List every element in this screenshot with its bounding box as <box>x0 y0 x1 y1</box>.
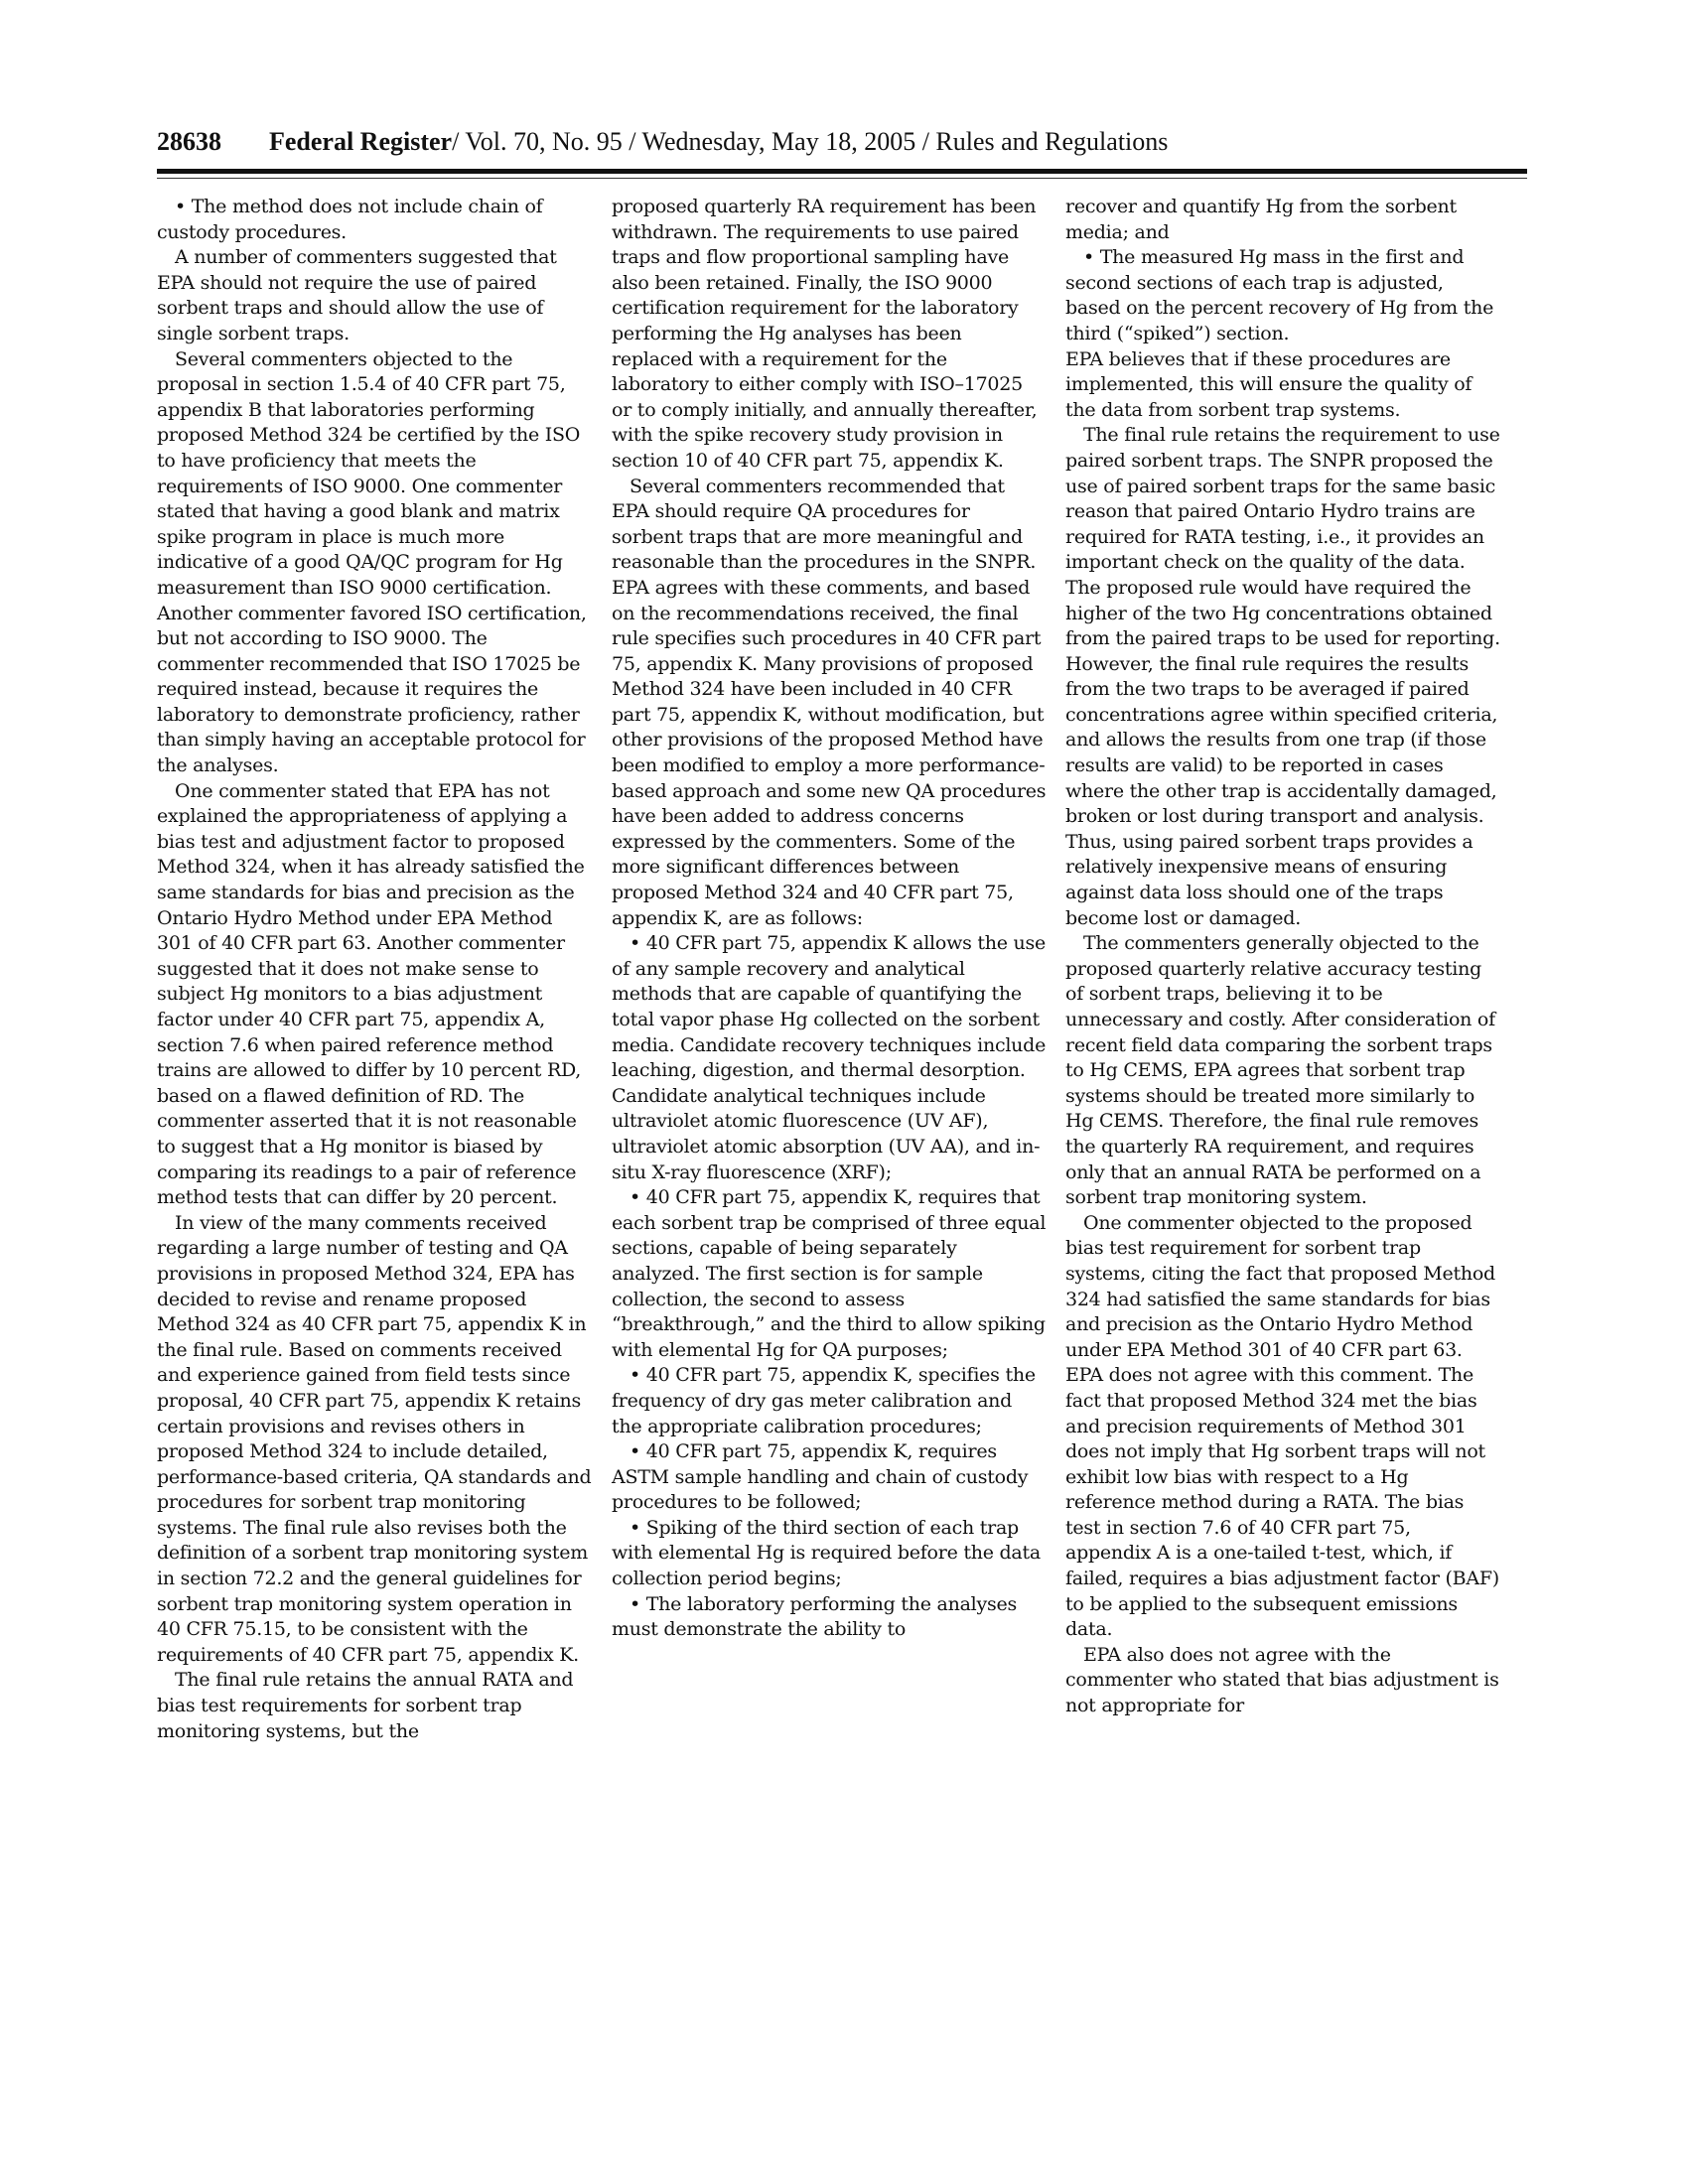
paragraph: • The method does not include chain of custody procedures. <box>157 196 543 243</box>
publication-title: Federal Register <box>269 127 453 156</box>
paragraph: • 40 CFR part 75, appendix K allows the use of any sample recovery and analytical methods that are capable of quantifying the total vapor phase Hg collected on the sorbent media. Candidate recovery techniques include leaching, digestion, and thermal desorption. Candidate analytical techniques include ultraviolet atomic fluorescence (UV AF), ultraviolet atomic absorption (UV AA), and in-situ X-ray fluorescence (XRF); <box>612 932 1047 1183</box>
paragraph: EPA also does not agree with the commenter who stated that bias adjustment is not appropriate for <box>1065 1643 1499 1717</box>
header-rule-thin <box>157 178 1527 179</box>
paragraph: One commenter stated that EPA has not explained the appropriateness of applying a bias test and adjustment factor to proposed Method 324, when it has already satisfied the same standards for bias and precision as the Ontario Hydro Method under EPA Method 301 of 40 CFR part 63. Another commenter suggested that it does not make sense to subject Hg monitors to a bias adjustment factor under 40 CFR part 75, appendix A, section 7.6 when paired reference method trains are allowed to differ by 10 percent RD, based on a flawed definition of RD. The commenter asserted that it is not reasonable to suggest that a Hg monitor is biased by comparing its readings to a pair of reference method tests that can differ by 20 percent. <box>157 779 585 1209</box>
paragraph: Several commenters recommended that EPA should require QA procedures for sorbent traps that are more meaningful and reasonable than the procedures in the SNPR. EPA agrees with these comments, and based on the recommendations received, the final rule specifies such procedures in 40 CFR part 75, appendix K. Many provisions of proposed Method 324 have been included in 40 CFR part 75, appendix K, without modification, but other provisions of the proposed Method have been modified to employ a more performance-based approach and some new QA procedures have been added to address concerns expressed by the commenters. Some of the more significant differences between proposed Method 324 and 40 CFR part 75, appendix K, are as follows: <box>612 475 1047 929</box>
paragraph: • Spiking of the third section of each trap with elemental Hg is required before the data collection period begins; <box>612 1516 1041 1590</box>
text-column-2 <box>612 195 1047 1643</box>
paragraph: EPA believes that if these procedures are implemented, this will ensure the quality of the data from sorbent trap systems. <box>1065 347 1473 421</box>
paragraph: • The measured Hg mass in the first and second sections of each trap is adjusted, based on the percent recovery of Hg from the third (“spiked”) section. <box>1065 246 1494 344</box>
paragraph: • 40 CFR part 75, appendix K, requires ASTM sample handling and chain of custody procedures to be followed; <box>612 1440 1029 1514</box>
paragraph: Several commenters objected to the proposal in section 1.5.4 of 40 CFR part 75, appendix B that laboratories performing proposed Method 324 be certified by the ISO to have proficiency that meets the requirements of ISO 9000. One commenter stated that having a good blank and matrix spike program in place is much more indicative of a good QA/QC program for Hg measurement than ISO 9000 certification. Another commenter favored ISO certification, but not according to ISO 9000. The commenter recommended that ISO 17025 be required instead, because it requires the laboratory to demonstrate proficiency, rather than simply having an acceptable protocol for the analyses. <box>157 347 587 777</box>
paragraph: In view of the many comments received regarding a large number of testing and QA provisions in proposed Method 324, EPA has decided to revise and rename proposed Method 324 as 40 CFR part 75, appendix K in the final rule. Based on comments received and experience gained from field tests since proposal, 40 CFR part 75, appendix K retains certain provisions and revises others in proposed Method 324 to include detailed, performance-based criteria, QA standards and procedures for sorbent trap monitoring systems. The final rule also revises both the definition of a sorbent trap monitoring system in section 72.2 and the general guidelines for sorbent trap monitoring system operation in 40 CFR 75.15, to be consistent with the requirements of 40 CFR part 75, appendix K. <box>157 1211 592 1666</box>
paragraph: The final rule retains the requirement to use paired sorbent traps. The SNPR proposed the use of paired sorbent traps for the same basic reason that paired Ontario Hydro trains are required for RATA testing, i.e., it provides an important check on the quality of the data. The proposed rule would have required the higher of the two Hg concentrations obtained from the paired traps to be used for reporting. However, the final rule requires the results from the two traps to be averaged if paired concentrations agree within specified criteria, and allows the results from one trap (if those results are valid) to be reported in cases where the other trap is accidentally damaged, broken or lost during transport and analysis. Thus, using paired sorbent traps provides a relatively inexpensive means of ensuring against data loss should one of the traps become lost or damaged. <box>1065 424 1500 929</box>
paragraph: The commenters generally objected to the proposed quarterly relative accuracy testing of sorbent traps, believing it to be unnecessary and costly. After consideration of recent field data comparing the sorbent traps to Hg CEMS, EPA agrees that sorbent trap systems should be treated more similarly to Hg CEMS. Therefore, the final rule removes the quarterly RA requirement, and requires only that an annual RATA be performed on a sorbent trap monitoring system. <box>1065 932 1495 1209</box>
issue-details: / Vol. 70, No. 95 / Wednesday, May 18, 2005 / Rules and Regulations <box>452 127 1169 156</box>
page-header <box>157 127 1527 167</box>
page-number: 28638 <box>157 127 221 156</box>
paragraph: recover and quantify Hg from the sorbent media; and <box>1065 196 1457 243</box>
paragraph: • The laboratory performing the analyses must demonstrate the ability to <box>612 1592 1017 1641</box>
paragraph: One commenter objected to the proposed bias test requirement for sorbent trap systems, citing the fact that proposed Method 324 had satisfied the same standards for bias and precision as the Ontario Hydro Method under EPA Method 301 of 40 CFR part 63. EPA does not agree with this comment. The fact that proposed Method 324 met the bias and precision requirements of Method 301 does not imply that Hg sorbent traps will not exhibit low bias with respect to a Hg reference method during a RATA. The bias test in section 7.6 of 40 CFR part 75, appendix A is a one-tailed t-test, which, if failed, requires a bias adjustment factor (BAF) to be applied to the subsequent emissions data. <box>1065 1211 1499 1641</box>
paragraph: • 40 CFR part 75, appendix K, specifies the frequency of dry gas meter calibration and the appropriate calibration procedures; <box>612 1364 1036 1437</box>
paragraph: proposed quarterly RA requirement has been withdrawn. The requirements to use paired traps and flow proportional sampling have also been retained. Finally, the ISO 9000 certification requirement for the laboratory performing the Hg analyses has been replaced with a requirement for the laboratory to either comply with ISO–17025 or to comply initially, and annually thereafter, with the spike recovery study provision in section 10 of 40 CFR part 75, appendix K. <box>612 196 1038 472</box>
text-column-1 <box>157 195 592 1744</box>
paragraph: The final rule retains the annual RATA and bias test requirements for sorbent trap monitoring systems, but the <box>157 1669 574 1742</box>
paragraph: A number of commenters suggested that EPA should not require the use of paired sorbent traps and should allow the use of single sorbent traps. <box>157 246 557 344</box>
paragraph: • 40 CFR part 75, appendix K, requires that each sorbent trap be comprised of three equal sections, capable of being separately analyzed. The first section is for sample collection, the second to assess “breakthrough,” and the third to allow spiking with elemental Hg for QA purposes; <box>612 1186 1047 1361</box>
header-rule-thick <box>157 169 1527 174</box>
text-column-3 <box>1065 195 1500 1719</box>
